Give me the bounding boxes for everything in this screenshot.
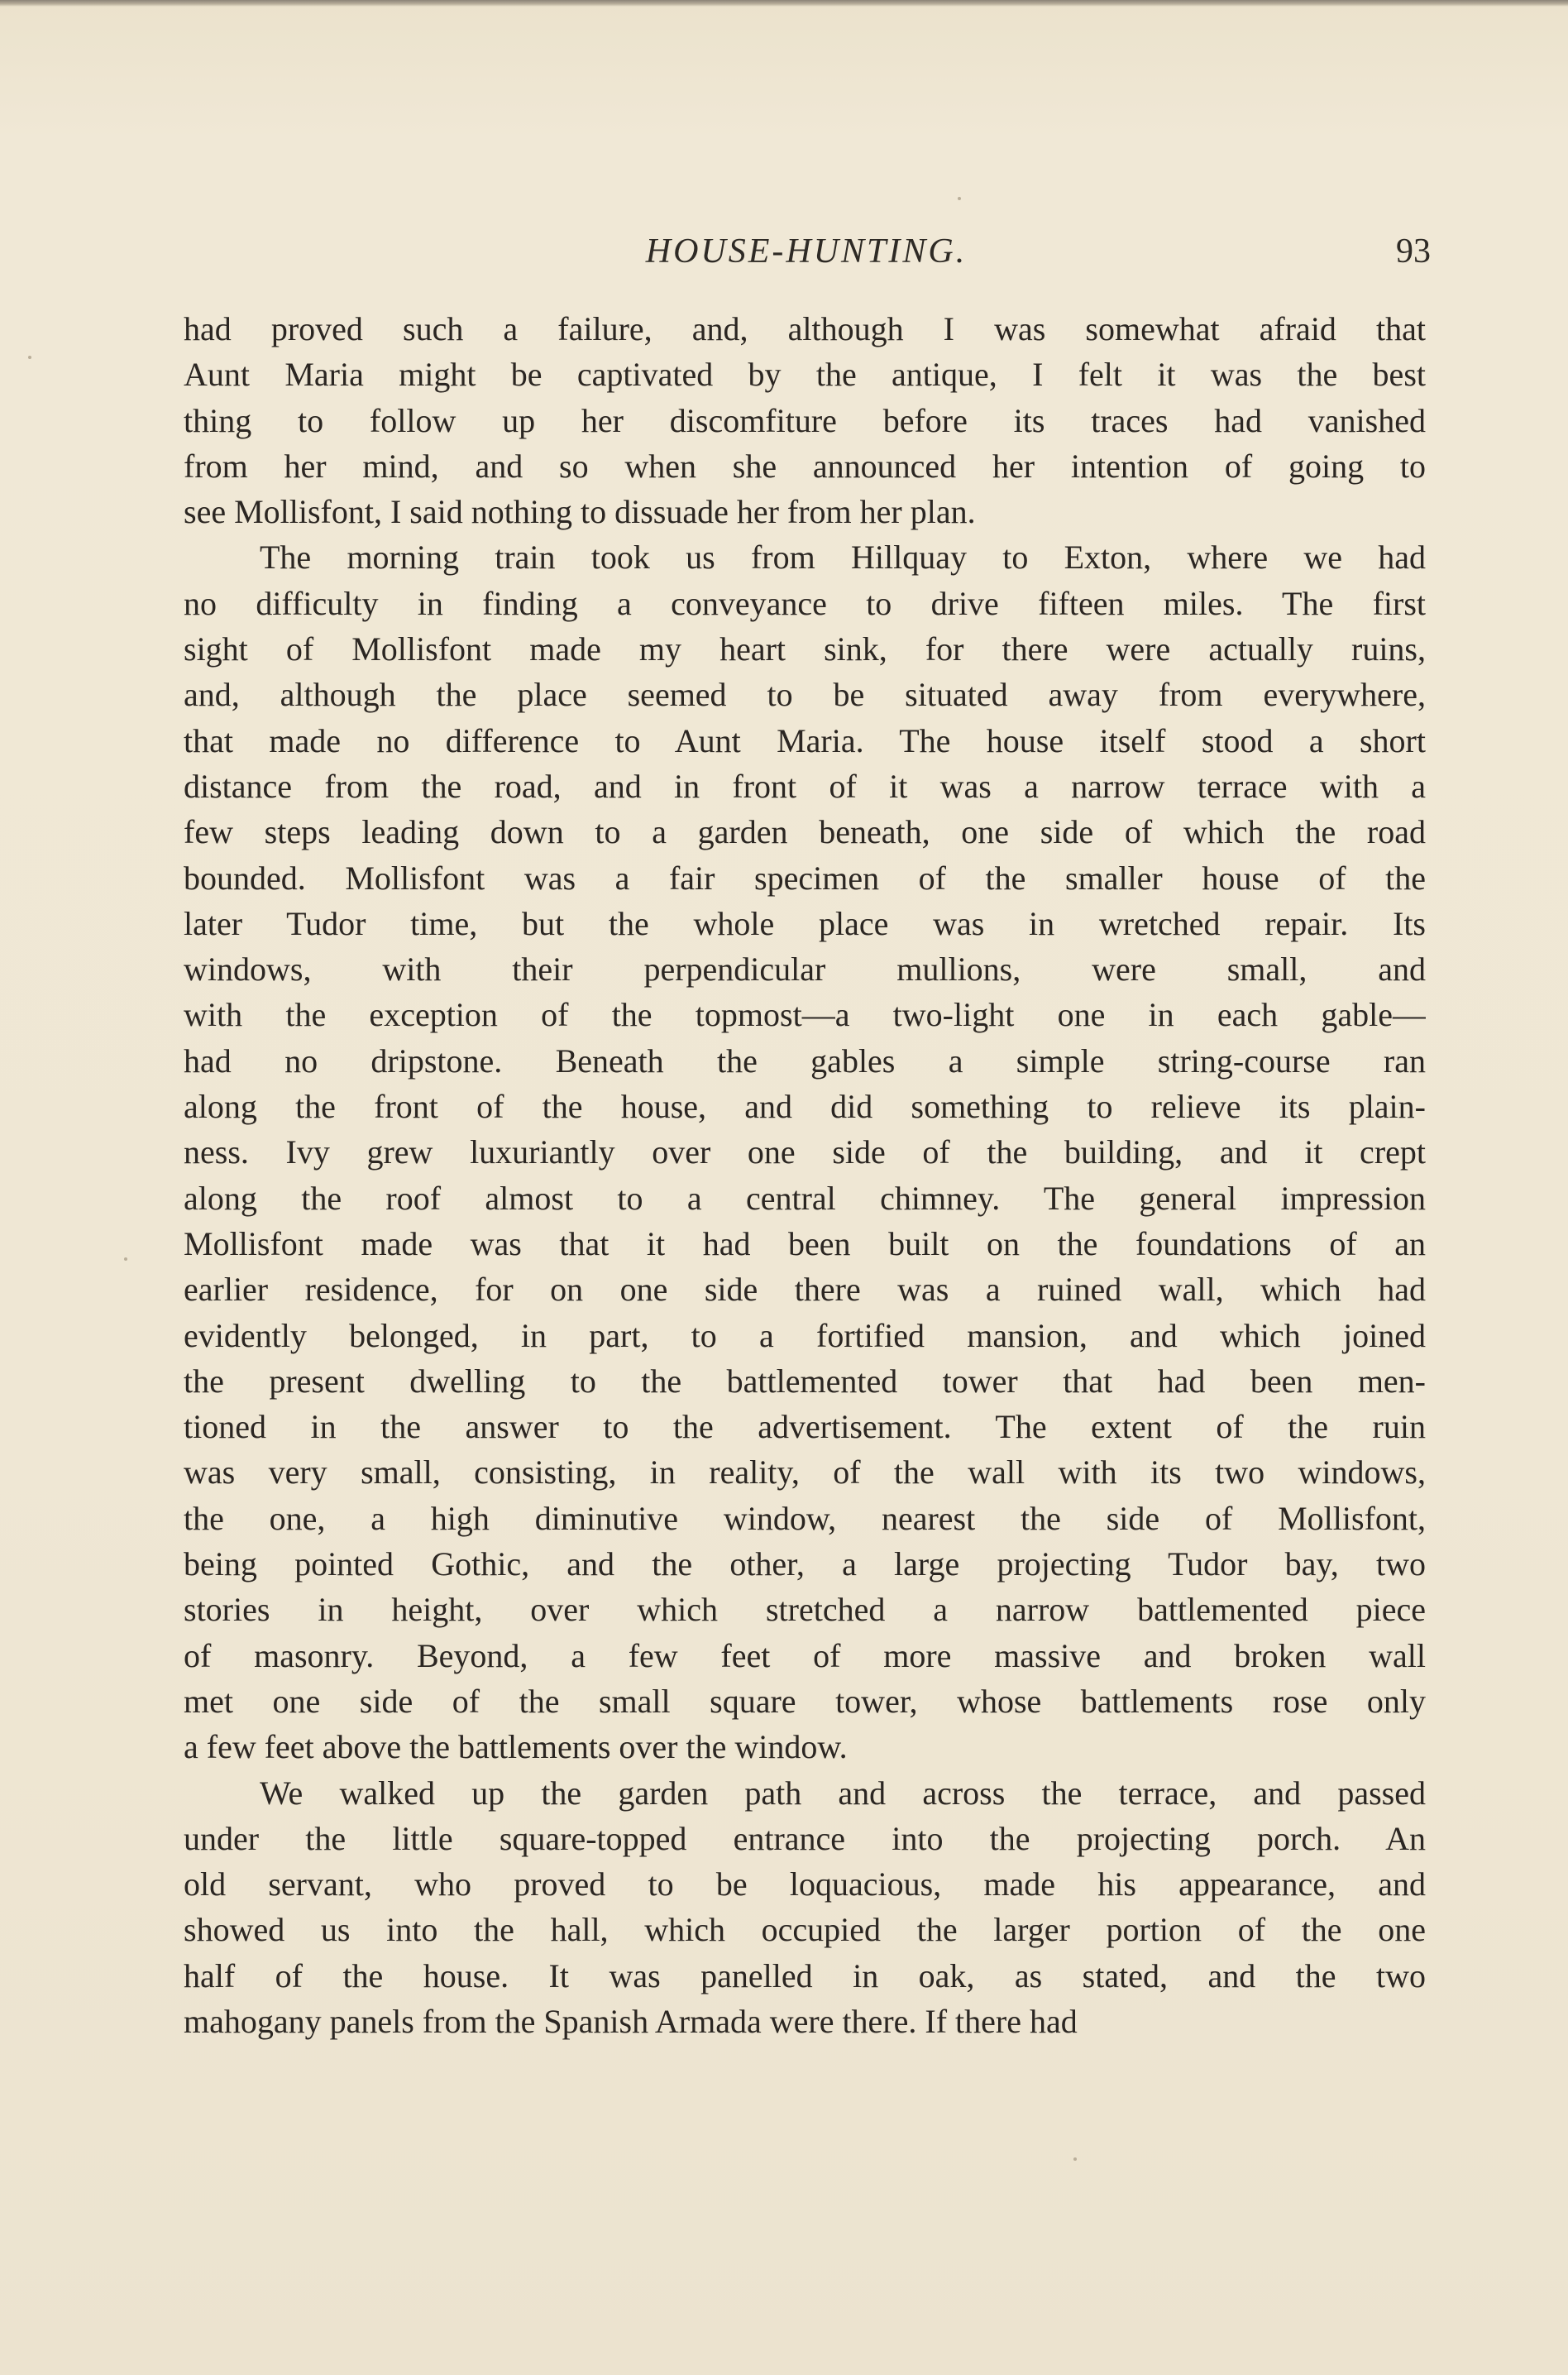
text-line: ness. Ivy grew luxuriantly over one side of the building, and it crept [184, 1133, 1426, 1171]
text-line: old servant, who proved to be loquacious, made his appearance, and [184, 1865, 1426, 1903]
text-line: had no dripstone. Beneath the gables a simple string-course ran [184, 1041, 1426, 1080]
text-line: few steps leading down to a garden beneath, one side of which the road [184, 813, 1426, 851]
text-line: The morning train took us from Hillquay to Exton, where we had [260, 539, 1426, 577]
paragraph [184, 306, 1426, 534]
paragraph [184, 534, 1426, 1769]
text-line: We walked up the garden path and across the terrace, and passed [260, 1774, 1426, 1812]
text-line: of masonry. Beyond, a few feet of more massive and broken wall [184, 1636, 1426, 1674]
text-line: earlier residence, for on one side there was a ruined wall, which had [184, 1271, 1426, 1309]
text-line: distance from the road, and in front of it was a narrow terrace with a [184, 767, 1426, 805]
text-line: evidently belonged, in part, to a fortified mansion, and which joined [184, 1316, 1426, 1354]
text-line: half of the house. It was panelled in oak, as stated, and the two [184, 1956, 1426, 1994]
text-line: stories in height, over which stretched a narrow battlemented piece [184, 1591, 1426, 1629]
text-line: mahogany panels from the Spanish Armada were there. If there had [184, 2002, 1078, 2040]
paper-speck [28, 356, 31, 359]
text-line: later Tudor time, but the whole place was in wretched repair. Its [184, 904, 1426, 942]
body-text [184, 306, 1426, 2044]
text-line: tioned in the answer to the advertisement. The extent of the ruin [184, 1408, 1426, 1446]
text-line: with the exception of the topmost—a two-light one in each gable— [184, 996, 1426, 1034]
running-head [182, 232, 1431, 281]
text-line: had proved such a failure, and, although I was somewhat afraid that [184, 310, 1426, 347]
text-line: Aunt Maria might be captivated by the antique, I felt it was the best [184, 356, 1426, 394]
text-line: under the little square-topped entrance into the projecting porch. An [184, 1819, 1426, 1857]
page-number: 93 [1396, 232, 1431, 271]
text-line: was very small, consisting, in reality, of the wall with its two windows, [184, 1453, 1426, 1492]
text-line: along the roof almost to a central chimney. The general impression [184, 1179, 1426, 1217]
text-line: from her mind, and so when she announced her intention of going to [184, 447, 1426, 485]
text-line: along the front of the house, and did something to relieve its plain- [184, 1088, 1426, 1126]
page-top-edge [0, 0, 1568, 7]
text-line: that made no difference to Aunt Maria. The house itself stood a short [184, 721, 1426, 759]
text-line: showed us into the hall, which occupied the larger portion of the one [184, 1911, 1426, 1949]
text-line: being pointed Gothic, and the other, a large projecting Tudor bay, two [184, 1545, 1426, 1583]
paragraph [184, 1770, 1426, 2045]
paper-speck [124, 1257, 127, 1261]
paper-speck [958, 197, 961, 200]
paper-speck [1073, 2157, 1077, 2161]
text-line: thing to follow up her discomfiture before its traces had vanished [184, 401, 1426, 439]
text-line: the one, a high diminutive window, nearest the side of Mollisfont, [184, 1499, 1426, 1537]
text-line: the present dwelling to the battlemented tower that had been men- [184, 1362, 1426, 1400]
text-line: met one side of the small square tower, whose battlements rose only [184, 1682, 1426, 1720]
text-line: sight of Mollisfont made my heart sink, for there were actually ruins, [184, 630, 1426, 668]
text-line: windows, with their perpendicular mullions, were small, and [184, 950, 1426, 989]
text-line: no difficulty in finding a conveyance to drive fifteen miles. The first [184, 584, 1426, 622]
text-line: and, although the place seemed to be situated away from everywhere, [184, 676, 1426, 714]
text-line: Mollisfont made was that it had been built on the foundations of an [184, 1224, 1426, 1262]
running-title: HOUSE-HUNTING. [645, 232, 968, 271]
text-line: bounded. Mollisfont was a fair specimen of the smaller house of the [184, 859, 1426, 897]
text-line: a few feet above the battlements over the window. [184, 1728, 848, 1766]
text-line: see Mollisfont, I said nothing to dissuade her from her plan. [184, 493, 976, 531]
